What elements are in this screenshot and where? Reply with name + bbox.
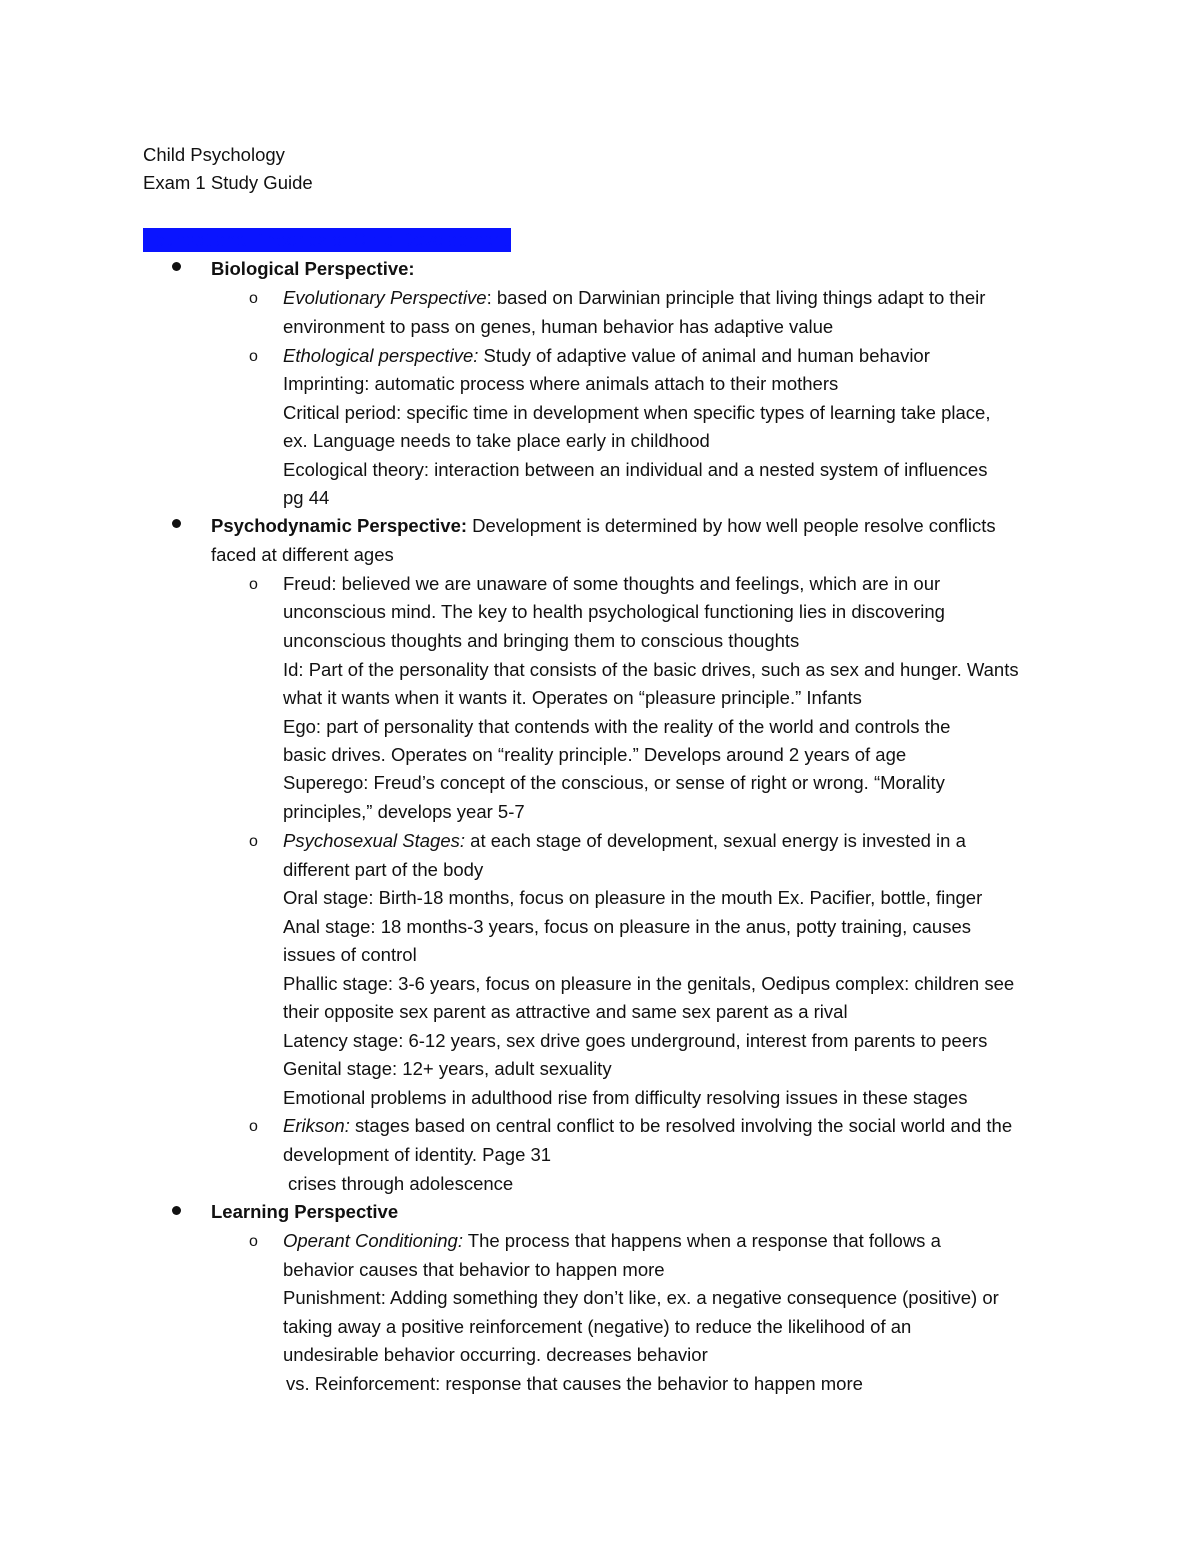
punishment-line-2: taking away a positive reinforcement (negative) to reduce the likelihood of an	[283, 1316, 912, 1337]
biological-heading: Biological Perspective:	[211, 258, 415, 279]
critical-period-line-2: ex. Language needs to take place early in childhood	[283, 430, 710, 451]
freud-line: Freud: believed we are unaware of some thoughts and feelings, which are in our	[283, 573, 941, 594]
phallic-stage-line-2: their opposite sex parent as attractive and same sex parent as a rival	[283, 1001, 848, 1022]
phallic-stage-line: Phallic stage: 3-6 years, focus on pleasure in the genitals, Oedipus complex: children see	[283, 973, 1015, 994]
anal-stage-line-2: issues of control	[283, 944, 417, 965]
psychodynamic-line-2: faced at different ages	[211, 544, 394, 565]
oral-stage-line: Oral stage: Birth-18 months, focus on pleasure in the mouth Ex. Pacifier, bottle, finger	[283, 887, 983, 908]
learning-heading: Learning Perspective	[211, 1201, 399, 1222]
anal-stage-line: Anal stage: 18 months-3 years, focus on pleasure in the anus, potty training, causes	[283, 916, 971, 937]
ego-line: Ego: part of personality that contends with the reality of the world and controls the	[283, 716, 951, 737]
ego-line-2: basic drives. Operates on “reality principle.” Develops around 2 years of age	[283, 744, 907, 765]
latency-stage-line: Latency stage: 6-12 years, sex drive goes underground, interest from parents to peers	[283, 1030, 988, 1051]
sub-bullet-icon: o	[249, 576, 258, 593]
psychosexual-line-2: different part of the body	[283, 859, 484, 880]
document-subtitle: Exam 1 Study Guide	[143, 172, 313, 193]
freud-line-2: unconscious mind. The key to health psychological functioning lies in discovering	[283, 601, 945, 622]
emotional-problems-line: Emotional problems in adulthood rise from difficulty resolving issues in these stages	[283, 1087, 968, 1108]
operant-line-2: behavior causes that behavior to happen more	[283, 1259, 665, 1280]
punishment-line: Punishment: Adding something they don’t like, ex. a negative consequence (positive) or	[283, 1287, 999, 1308]
superego-line-2: principles,” develops year 5-7	[283, 801, 525, 822]
sub-bullet-icon: o	[249, 1233, 258, 1250]
superego-line: Superego: Freud’s concept of the conscious, or sense of right or wrong. “Morality	[283, 772, 945, 793]
highlighted-heading: Foundational Theories of Child Development	[143, 229, 509, 250]
evolutionary-line-2: environment to pass on genes, human behavior has adaptive value	[283, 316, 834, 337]
ethological-line: Ethological perspective: Study of adaptive value of animal and human behavior	[283, 345, 930, 366]
reinforcement-line: vs. Reinforcement: response that causes the behavior to happen more	[286, 1373, 863, 1394]
critical-period-line: Critical period: specific time in development when specific types of learning take place,	[283, 402, 991, 423]
punishment-line-3: undesirable behavior occurring. decreases behavior	[283, 1344, 708, 1365]
ecological-line: Ecological theory: interaction between an individual and a nested system of influences	[283, 459, 988, 480]
bullet-icon	[172, 262, 181, 271]
operant-line: Operant Conditioning: The process that happens when a response that follows a	[283, 1230, 941, 1251]
evolutionary-line: Evolutionary Perspective: based on Darwinian principle that living things adapt to their	[283, 287, 986, 308]
erikson-line-3: crises through adolescence	[288, 1173, 514, 1194]
id-line-2: what it wants when it wants it. Operates on “pleasure principle.” Infants	[283, 687, 862, 708]
bullet-icon	[172, 1206, 181, 1215]
sub-bullet-icon: o	[249, 348, 258, 365]
freud-line-3: unconscious thoughts and bringing them to conscious thoughts	[283, 630, 800, 651]
psychosexual-line: Psychosexual Stages: at each stage of development, sexual energy is invested in a	[283, 830, 966, 851]
imprinting-line: Imprinting: automatic process where animals attach to their mothers	[283, 373, 839, 394]
id-line: Id: Part of the personality that consists of the basic drives, such as sex and hunger. Wants	[283, 659, 1019, 680]
sub-bullet-icon: o	[249, 833, 258, 850]
bullet-icon	[172, 519, 181, 528]
psychodynamic-heading: Psychodynamic Perspective: Development is determined by how well people resolve conflicts	[211, 515, 996, 536]
ecological-line-2: pg 44	[283, 487, 330, 508]
erikson-line: Erikson: stages based on central conflict to be resolved involving the social world and the	[283, 1115, 1013, 1136]
document-title: Child Psychology	[143, 144, 285, 165]
genital-stage-line: Genital stage: 12+ years, adult sexuality	[283, 1058, 612, 1079]
erikson-line-2: development of identity. Page 31	[283, 1144, 552, 1165]
sub-bullet-icon: o	[249, 1118, 258, 1135]
sub-bullet-icon: o	[249, 290, 258, 307]
